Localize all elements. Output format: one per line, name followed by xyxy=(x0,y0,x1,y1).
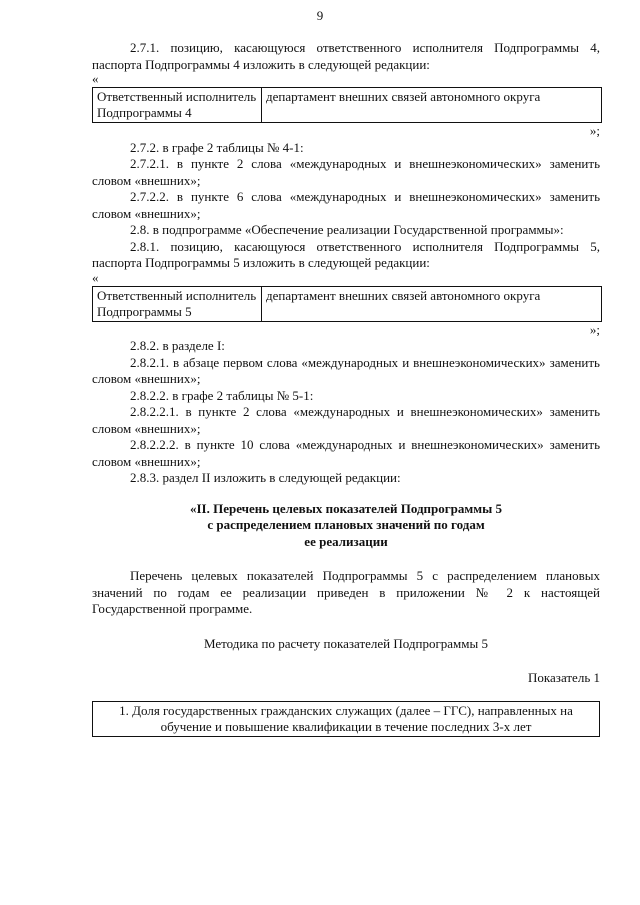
open-quote: « xyxy=(92,71,99,86)
table-label-cell: Ответственный исполнитель Подпрограммы 5 xyxy=(93,286,262,321)
paragraph-2-7-2: 2.7.2. в графе 2 таблицы № 4-1: xyxy=(130,139,304,155)
passport-table-4 xyxy=(92,87,602,123)
paragraph-2-7-2-2: 2.7.2.2. в пункте 6 слова «международных и внешнеэкономических» заменить словом «внешних»; xyxy=(92,189,600,221)
section-heading-line: с распределением плановых значений по годам xyxy=(207,517,485,532)
page-number: 9 xyxy=(316,8,324,23)
document-body xyxy=(92,40,600,737)
indicator-label: Показатель 1 xyxy=(528,670,600,685)
paragraph-2-7-2-1: 2.7.2.1. в пункте 2 слова «международных и внешнеэкономических» заменить словом «внешних»; xyxy=(92,156,600,188)
paragraph-2-8-2-2-2: 2.8.2.2.2. в пункте 10 слова «международных и внешнеэкономических» заменить словом «внешних»; xyxy=(92,437,600,469)
table-value-cell: департамент внешних связей автономного округа xyxy=(262,88,602,123)
paragraph-2-7-1: 2.7.1. позицию, касающуюся ответственного исполнителя Подпрограммы 4, паспорта Подпрограммы 4 изложить в следующей редакции: xyxy=(92,40,600,72)
section-body: Перечень целевых показателей Подпрограммы 5 с распределением плановых значений по годам ее реализации приведен в приложении № 2 к настоящей Государственной программе. xyxy=(92,568,600,616)
paragraph-2-8-2: 2.8.2. в разделе I: xyxy=(130,338,225,353)
passport-table-5 xyxy=(92,286,602,322)
paragraph-2-8-1: 2.8.1. позицию, касающуюся ответственного исполнителя Подпрограммы 5, паспорта Подпрограммы 5 изложить в следующей редакции: xyxy=(92,238,600,270)
section-heading-line: ее реализации xyxy=(304,533,388,549)
indicator-box: 1. Доля государственных гражданских служащих (далее – ГГС), направленных на обучение и повышение квалификации в течение последних 3-х лет xyxy=(92,701,600,737)
close-quote: »; xyxy=(589,123,600,138)
table-label-cell: Ответственный исполнитель Подпрограммы 4 xyxy=(93,88,262,123)
paragraph-2-8-2-2-1: 2.8.2.2.1. в пункте 2 слова «международных и внешнеэкономических» заменить словом «внешних»; xyxy=(92,404,600,436)
open-quote: « xyxy=(92,269,99,285)
paragraph-2-8-2-1: 2.8.2.1. в абзаце первом слова «международных и внешнеэкономических» заменить словом «внешних»; xyxy=(92,354,600,386)
paragraph-2-8-2-2: 2.8.2.2. в графе 2 таблицы № 5-1: xyxy=(130,387,314,403)
close-quote: »; xyxy=(589,321,600,337)
section-heading xyxy=(92,501,600,551)
paragraph-2-8: 2.8. в подпрограмме «Обеспечение реализации Государственной программы»: xyxy=(130,222,564,237)
methodology-title: Методика по расчету показателей Подпрограммы 5 xyxy=(203,635,488,651)
paragraph-2-8-3: 2.8.3. раздел II изложить в следующей редакции: xyxy=(130,470,401,485)
section-heading-line: «II. Перечень целевых показателей Подпрограммы 5 xyxy=(189,500,503,516)
table-value-cell: департамент внешних связей автономного округа xyxy=(262,286,602,321)
